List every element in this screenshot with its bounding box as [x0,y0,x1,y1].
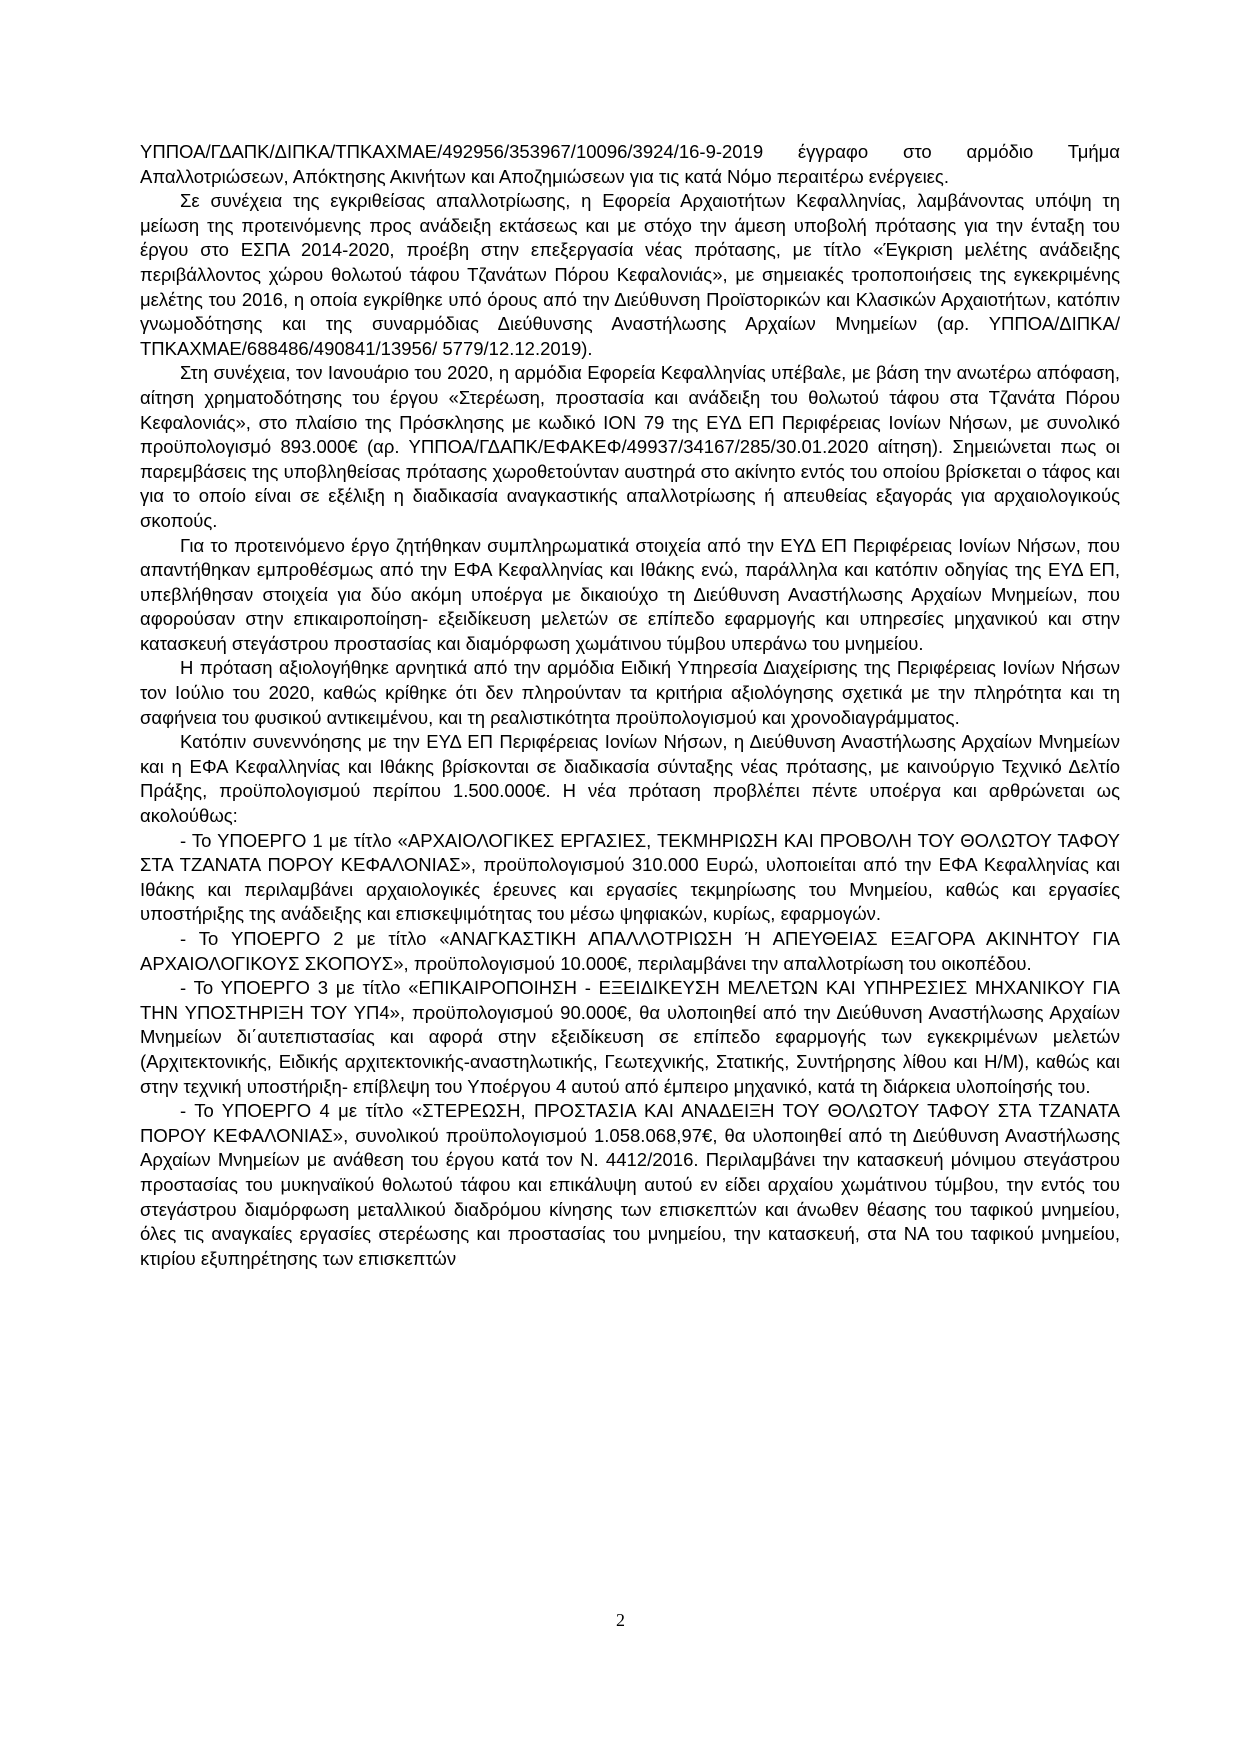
document-body [140,140,1120,1271]
paragraph: Η πρόταση αξιολογήθηκε αρνητικά από την αρμόδια Ειδική Υπηρεσία Διαχείρισης της Περιφέρειας Ιονίων Νήσων τον Ιούλιο του 2020, καθώς κρίθηκε ότι δεν πληρούνταν τα κριτήρια αξιολόγησης σχετικά με την πληρότητα και τη σαφήνεια του φυσικού αντικειμένου, και τη ρεαλιστικότητα προϋπολογισμού και χρονοδιαγράμματος. [140,657,1120,728]
page-number: 2 [616,1610,625,1630]
subproject-item: - Το ΥΠΟΕΡΓΟ 3 με τίτλο «ΕΠΙΚΑΙΡΟΠΟΙΗΣΗ - ΕΞΕΙΔΙΚΕΥΣΗ ΜΕΛΕΤΩΝ ΚΑΙ ΥΠΗΡΕΣΙΕΣ ΜΗΧΑΝΙΚΟΥ ΓΙΑ ΤΗΝ ΥΠΟΣΤΗΡΙΞΗ ΤΟΥ ΥΠ4», προϋπολογισμού 90.000€, θα υλοποιηθεί από την Διεύθυνση Αναστήλωσης Αρχαίων Μνημείων δι΄αυτεπιστασίας και αφορά στην εξειδίκευση σε επίπεδο εφαρμογής των εγκεκριμένων μελετών (Αρχιτεκτονικής, Ειδικής αρχιτεκτονικής-αναστηλωτικής, Γεωτεχνικής, Στατικής, Συντήρησης λίθου και Η/Μ), καθώς και στην τεχνική υποστήριξη- επίβλεψη του Υποέργου 4 αυτού από έμπειρο μηχανικό, κατά τη διάρκεια υλοποίησής του. [140,977,1120,1097]
subproject-item: - Το ΥΠΟΕΡΓΟ 1 με τίτλο «ΑΡΧΑΙΟΛΟΓΙΚΕΣ ΕΡΓΑΣΙΕΣ, ΤΕΚΜΗΡΙΩΣΗ ΚΑΙ ΠΡΟΒΟΛΗ ΤΟΥ ΘΟΛΩΤΟΥ ΤΑΦΟΥ ΣΤΑ ΤΖΑΝΑΤΑ ΠΟΡΟΥ ΚΕΦΑΛΟΝΙΑΣ», προϋπολογισμού 310.000 Ευρώ, υλοποιείται από την ΕΦΑ Κεφαλληνίας και Ιθάκης και περιλαμβάνει αρχαιολογικές έρευνες και εργασίες τεκμηρίωσης του Μνημείου, καθώς και εργασίες υποστήριξης της ανάδειξης και επισκεψιμότητας του μέσω ψηφιακών, κυρίως, εφαρμογών. [140,829,1120,925]
subproject-item: - Το ΥΠΟΕΡΓΟ 2 με τίτλο «ΑΝΑΓΚΑΣΤΙΚΗ ΑΠΑΛΛΟΤΡΙΩΣΗ Ή ΑΠΕΥΘΕΙΑΣ ΕΞΑΓΟΡΑ ΑΚΙΝΗΤΟΥ ΓΙΑ ΑΡΧΑΙΟΛΟΓΙΚΟΥΣ ΣΚΟΠΟΥΣ», προϋπολογισμού 10.000€, περιλαμβάνει την απαλλοτρίωση του οικοπέδου. [140,928,1120,974]
paragraph: ΥΠΠΟΑ/ΓΔΑΠΚ/ΔΙΠΚΑ/ΤΠΚΑΧΜΑΕ/492956/353967/10096/3924/16-9-2019 έγγραφο στο αρμόδιο Τμήμα Απαλλοτριώσεων, Απόκτησης Ακινήτων και Αποζημιώσεων για τις κατά Νόμο περαιτέρω ενέργειες. [140,141,1120,187]
paragraph: Στη συνέχεια, τον Ιανουάριο του 2020, η αρμόδια Εφορεία Κεφαλληνίας υπέβαλε, με βάση την ανωτέρω απόφαση, αίτηση χρηματοδότησης του έργου «Στερέωση, προστασία και ανάδειξη του θολωτού τάφου στα Τζανάτα Πόρου Κεφαλονιάς», στο πλαίσιο της Πρόσκλησης με κωδικό ΙΟΝ 79 της ΕΥΔ ΕΠ Περιφέρειας Ιονίων Νήσων, με συνολικό προϋπολογισμό 893.000€ (αρ. ΥΠΠΟΑ/ΓΔΑΠΚ/ΕΦΑΚΕΦ/49937/34167/285/30.01.2020 αίτηση). Σημειώνεται πως οι παρεμβάσεις της υποβληθείσας πρότασης χωροθετούνταν αυστηρά στο ακίνητο εντός του οποίου βρίσκεται ο τάφος και για το οποίο είναι σε εξέλιξη η διαδικασία αναγκαστικής απαλλοτρίωσης ή απευθείας εξαγοράς για αρχαιολογικούς σκοπούς. [140,362,1120,531]
subproject-item: - Το ΥΠΟΕΡΓΟ 4 με τίτλο «ΣΤΕΡΕΩΣΗ, ΠΡΟΣΤΑΣΙΑ ΚΑΙ ΑΝΑΔΕΙΞΗ ΤΟΥ ΘΟΛΩΤΟΥ ΤΑΦΟΥ ΣΤΑ ΤΖΑΝΑΤΑ ΠΟΡΟΥ ΚΕΦΑΛΟΝΙΑΣ», συνολικού προϋπολογισμού 1.058.068,97€, θα υλοποιηθεί από τη Διεύθυνση Αναστήλωσης Αρχαίων Μνημείων με ανάθεση του έργου κατά τον Ν. 4412/2016. Περιλαμβάνει την κατασκευή μόνιμου στεγάστρου προστασίας του μυκηναϊκού θολωτού τάφου και επικάλυψη αυτού εν είδει αρχαίου χωμάτινου τύμβου, την εντός του στεγάστρου διαμόρφωση μεταλλικού διαδρόμου κίνησης των επισκεπτών και άνωθεν θέασης του ταφικού μνημείου, όλες τις αναγκαίες εργασίες στερέωσης και προστασίας του μνημείου, την κατασκευή, στα ΝΑ του ταφικού μνημείου, κτιρίου εξυπηρέτησης των επισκεπτών [140,1100,1120,1269]
paragraph: Κατόπιν συνεννόησης με την ΕΥΔ ΕΠ Περιφέρειας Ιονίων Νήσων, η Διεύθυνση Αναστήλωσης Αρχαίων Μνημείων και η ΕΦΑ Κεφαλληνίας και Ιθάκης βρίσκονται σε διαδικασία σύνταξης νέας πρότασης, με καινούργιο Τεχνικό Δελτίο Πράξης, προϋπολογισμού περίπου 1.500.000€. Η νέα πρόταση προβλέπει πέντε υποέργα και αρθρώνεται ως ακολούθως: [140,731,1120,827]
paragraph: Σε συνέχεια της εγκριθείσας απαλλοτρίωσης, η Εφορεία Αρχαιοτήτων Κεφαλληνίας, λαμβάνοντας υπόψη τη μείωση της προτεινόμενης προς ανάδειξη εκτάσεως και με στόχο την άμεση υποβολή πρότασης για την ένταξη του έργου στο ΕΣΠΑ 2014-2020, προέβη στην επεξεργασία νέας πρότασης, με τίτλο «Έγκριση μελέτης ανάδειξης περιβάλλοντος χώρου θολωτού τάφου Τζανάτων Πόρου Κεφαλονιάς», με σημειακές τροποποιήσεις της εγκεκριμένης μελέτης του 2016, η οποία εγκρίθηκε υπό όρους από την Διεύθυνση Προϊστορικών και Κλασικών Αρχαιοτήτων, κατόπιν γνωμοδότησης και της συναρμόδιας Διεύθυνσης Αναστήλωσης Αρχαίων Μνημείων (αρ. ΥΠΠΟΑ/ΔΙΠΚΑ/ΤΠΚΑΧΜΑΕ/688486/490841/13956/ 5779/12.12.2019). [140,190,1120,359]
paragraph: Για το προτεινόμενο έργο ζητήθηκαν συμπληρωματικά στοιχεία από την ΕΥΔ ΕΠ Περιφέρειας Ιονίων Νήσων, που απαντήθηκαν εμπροθέσμως από την ΕΦΑ Κεφαλληνίας και Ιθάκης ενώ, παράλληλα και κατόπιν οδηγίας της ΕΥΔ ΕΠ, υπεβλήθησαν στοιχεία για δύο ακόμη υποέργα με δικαιούχο τη Διεύθυνση Αναστήλωσης Αρχαίων Μνημείων, που αφορούσαν στην επικαιροποίηση- εξειδίκευση μελετών σε επίπεδο εφαρμογής και υπηρεσίες μηχανικού και στην κατασκευή στεγάστρου προστασίας και διαμόρφωση χωμάτινου τύμβου υπεράνω του μνημείου. [140,534,1120,654]
